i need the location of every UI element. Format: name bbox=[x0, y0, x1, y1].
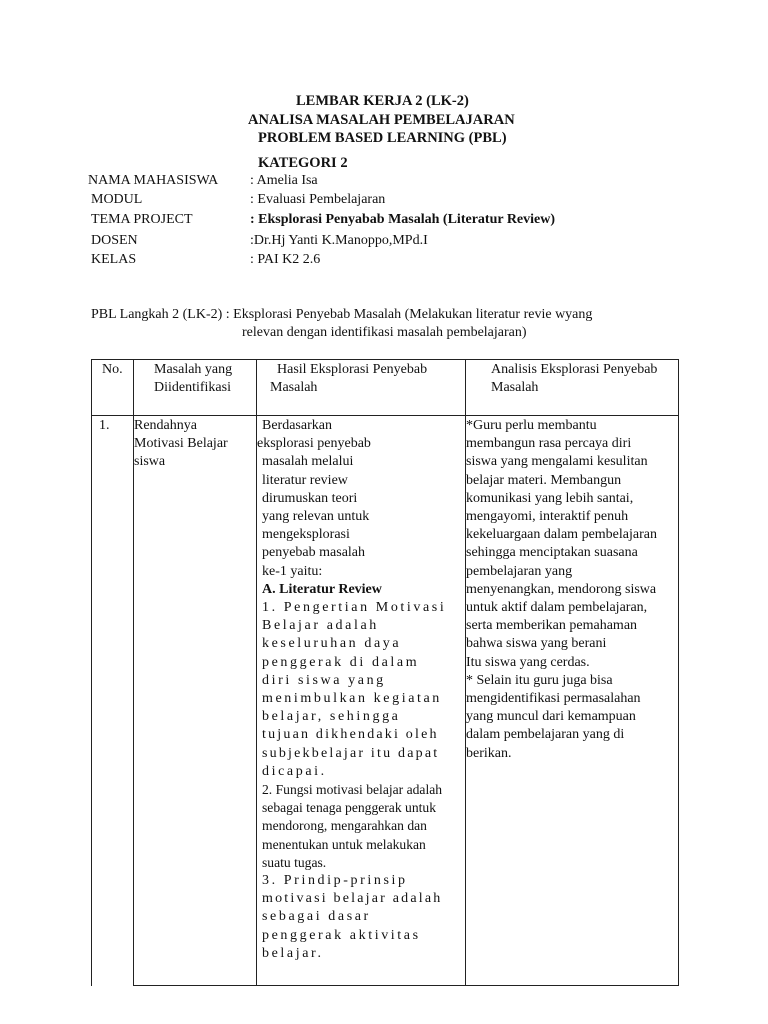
table-header-divider bbox=[91, 415, 679, 416]
intro-line-1: PBL Langkah 2 (LK-2) : Eksplorasi Penyebab Masalah (Melakukan literatur revie wyang bbox=[91, 307, 593, 322]
table-right-border bbox=[678, 359, 679, 986]
table-top-border bbox=[91, 359, 679, 360]
document-subtitle-pbl: PROBLEM BASED LEARNING (PBL) bbox=[258, 130, 507, 146]
info-value-nama: : Amelia Isa bbox=[250, 173, 318, 188]
info-label-dosen: DOSEN bbox=[91, 233, 138, 248]
info-label-tema: TEMA PROJECT bbox=[91, 212, 193, 227]
info-value-kelas: : PAI K2 2.6 bbox=[250, 252, 321, 267]
header-analisis: Analisis Eksplorasi Penyebab Masalah bbox=[491, 362, 658, 396]
info-value-tema: : Eksplorasi Penyabab Masalah (Literatur Review) bbox=[250, 212, 556, 227]
info-label-nama: NAMA MAHASISWA bbox=[88, 173, 219, 188]
document-subtitle: ANALISA MASALAH PEMBELAJARAN bbox=[248, 112, 515, 128]
header-masalah: Masalah yang Diidentifikasi bbox=[154, 362, 233, 396]
row-1-no: 1. bbox=[99, 418, 110, 433]
document-title: LEMBAR KERJA 2 (LK-2) bbox=[296, 93, 469, 109]
row-1-analisis: *Guru perlu membantu membangun rasa percaya diri siswa yang mengalami kesulitan belajar materi. Membangun komunikasi yang lebih santai, mengayomi, interaktif penuh kekeluargaan dalam pembelajaran sehingga menciptakan suasana pembelajaran yang menyenangkan, mendorong siswa untuk aktif dalam pembelajaran, serta memberikan pemahaman bahwa siswa yang berani Itu siswa yang cerdas. * Selain itu guru juga bisa mengidentifikasi permasalahan yang muncul dari kemampuan dalam pembelajaran yang di berikan. bbox=[466, 418, 657, 761]
header-no: No. bbox=[102, 362, 123, 377]
table-left-border bbox=[91, 359, 92, 986]
row-1-hasil: Berdasarkan eksplorasi penyebab masalah melalui literatur review dirumuskan teori yang relevan untuk mengeksplorasi penyebab masalah ke-1 yaitu: A. Literatur Review 1. Pengertian Motivasi Belajar adalah keseluruhan daya penggerak di dalam diri siswa yang menimbulkan kegiatan belajar, sehingga tujuan dikhendaki oleh subjekbelajar itu dapat dicapai. 2. Fungsi motivasi belajar adalah sebagai tenaga penggerak untuk mendorong, mengarahkan dan menentukan untuk melakukan suatu tugas. 3. Prindip-prinsip motivasi belajar adalah sebagai dasar penggerak aktivitas belajar. bbox=[257, 418, 447, 961]
header-hasil: Hasil Eksplorasi Penyebab Masalah bbox=[270, 362, 428, 396]
info-value-modul: : Evaluasi Pembelajaran bbox=[250, 192, 386, 207]
row-1-masalah: Rendahnya Motivasi Belajar siswa bbox=[134, 418, 228, 470]
category-label: KATEGORI 2 bbox=[258, 155, 348, 171]
intro-line-2: relevan dengan identifikasi masalah pembelajaran) bbox=[242, 325, 527, 340]
info-value-dosen: :Dr.Hj Yanti K.Manoppo,MPd.I bbox=[250, 233, 428, 248]
table-bottom-border bbox=[133, 985, 679, 986]
info-label-modul: MODUL bbox=[91, 192, 143, 207]
info-label-kelas: KELAS bbox=[91, 252, 137, 267]
literatur-review-heading: A. Literatur Review bbox=[262, 581, 382, 597]
